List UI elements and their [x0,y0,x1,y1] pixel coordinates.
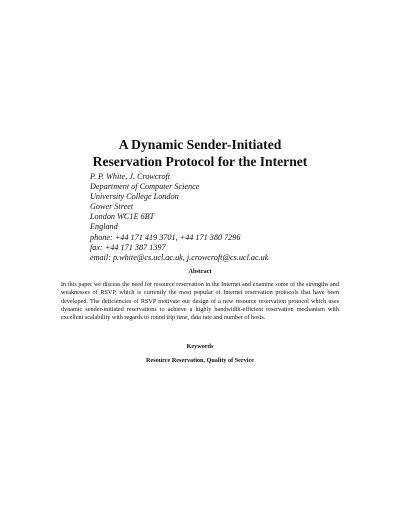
affiliation-university: University College London [90,192,179,202]
title-line-1: A Dynamic Sender-Initiated [118,137,282,152]
fax-line: fax: +44 171 387 1397 [90,242,166,252]
email-line: email: p.white@cs.ucl.ac.uk, j.crowcroft@cs.ucl.ac.uk [90,252,269,262]
affiliation-city: London WC1E 6BT [90,212,155,222]
keywords-list: Resource Reservation, Quality of Service [146,357,254,364]
abstract-heading: Abstract [188,268,212,275]
title-line-2: Reservation Protocol for the Internet [92,154,308,169]
abstract-text: In this paper we discuss the need for resource reservation in the Internet and examine some of the strengths and weaknesses of RSVP, which is currently the most popular of Internet reservation protocols that have been developed. The deficiencies of RSVP motivate our design of a new resource reservation protocol which uses dynamic sender-initiated reservations to achieve a highly bandwidth-efficient reservation mechanism with excellent scalability with regards to round trip time, data rate and number of hosts. [61,281,339,322]
affiliation-street: Gower Street [90,202,134,212]
author-block [90,172,370,263]
paper-title [0,136,400,170]
affiliation-department: Department of Computer Science [90,182,200,192]
phone-line: phone: +44 171 419 3701, +44 171 380 7296 [90,232,241,242]
affiliation-country: England [90,222,118,232]
keywords-heading: Keywords [186,343,214,350]
authors: P. P. White, J. Crowcroft [90,172,171,181]
